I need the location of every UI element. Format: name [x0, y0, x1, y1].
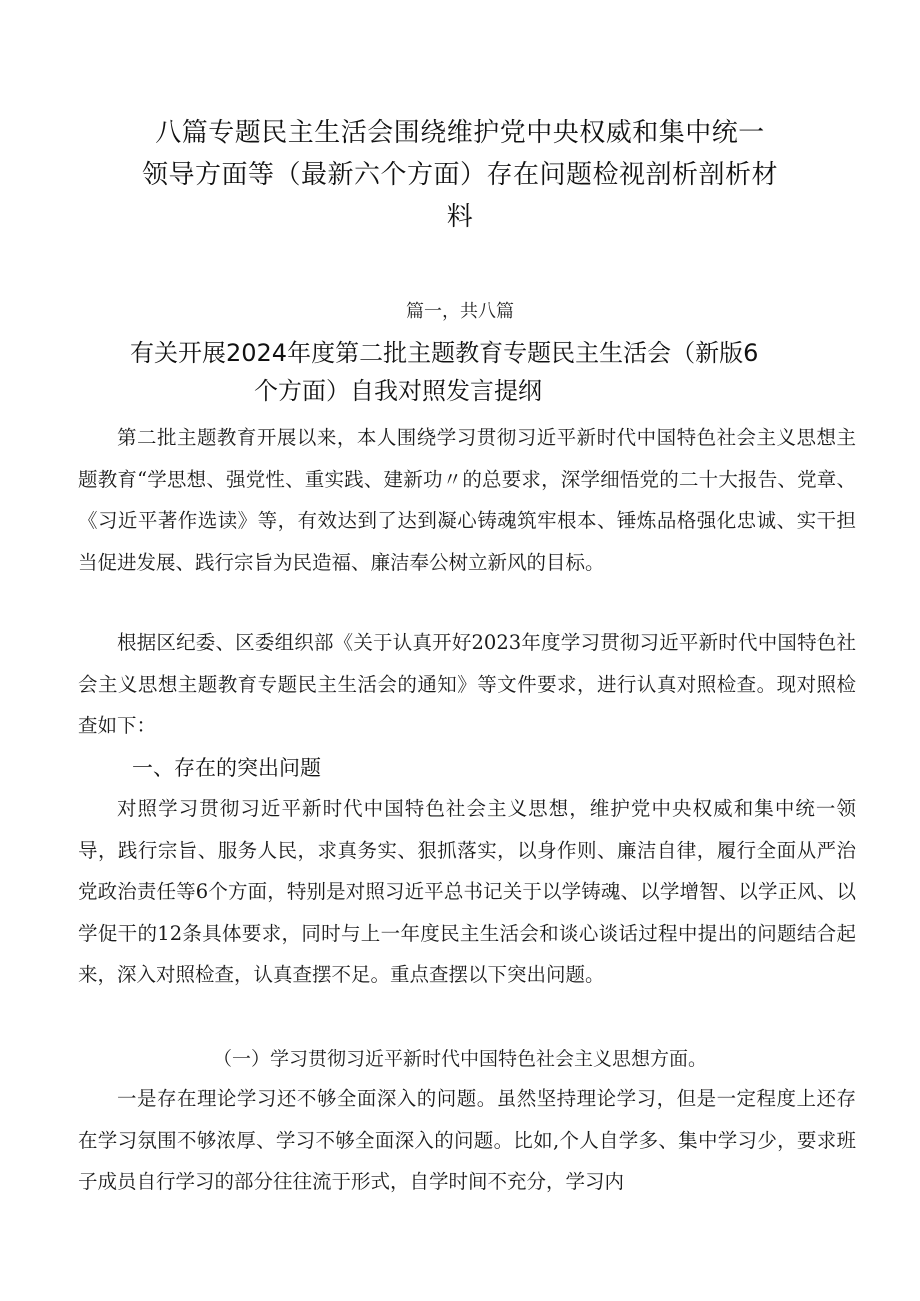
- section-heading-problems: 一、存在的突出问题: [132, 756, 321, 780]
- paragraph-issue-1: 一是存在理论学习还不够全面深入的问题。虽然坚持理论学习，但是一定程度上还存在学习氛围不够浓厚、学习不够全面深入的问题。比如,个人自学多、集中学习少，要求班子成员自行学习的部分往往流于形式，自学时间不充分，学习内: [78, 1087, 856, 1193]
- subtitle-line-2: 个方面）自我对照发言提纲: [254, 377, 542, 405]
- title-line-2: 领导方面等（最新六个方面）存在问题检视剖析剖析材: [141, 160, 778, 190]
- paragraph-overview: 对照学习贯彻习近平新时代中国特色社会主义思想，维护党中央权威和集中统一领导，践行宗旨、服务人民，求真务实、狠抓落实，以身作则、廉洁自律，履行全面从严治党政治责任等6个方面，特别是对照习近平总书记关于以学铸魂、以学增智、以学正风、以学促干的12条具体要求，同时与上一年度民主生活会和谈心谈话过程中提出的问题结合起来，深入对照检查，认真查摆不足。重点查摆以下突出问题。: [78, 797, 856, 986]
- title-line-3: 料: [446, 202, 474, 232]
- title-line-1: 八篇专题民主生活会围绕维护党中央权威和集中统一: [155, 118, 765, 148]
- paragraph-intro: 第二批主题教育开展以来，本人围绕学习贯彻习近平新时代中国特色社会主义思想主题教育“学思想、强党性、重实践、建新功〃的总要求，深学细悟党的二十大报告、党章、《习近平著作选读》等，有效达到了达到凝心铸魂筑牢根本、锤炼品格强化忠诚、实干担当促进发展、践行宗旨为民造福、廉洁奉公树立新风的目标。: [78, 426, 856, 574]
- document-title: [120, 112, 800, 238]
- subsection-heading-1: （一）学习贯彻习近平新时代中国特色社会主义思想方面。: [212, 1048, 707, 1070]
- paragraph-basis: 根据区纪委、区委组织部《关于认真开好2023年度学习贯彻习近平新时代中国特色社会主义思想主题教育专题民主生活会的通知》等文件要求，进行认真对照检查。现对照检查如下：: [78, 631, 856, 737]
- section-subtitle: [110, 334, 830, 410]
- subtitle-line-1: 有关开展2024年度第二批主题教育专题民主生活会（新版6: [130, 339, 759, 367]
- part-label: 篇一，共八篇: [406, 301, 514, 322]
